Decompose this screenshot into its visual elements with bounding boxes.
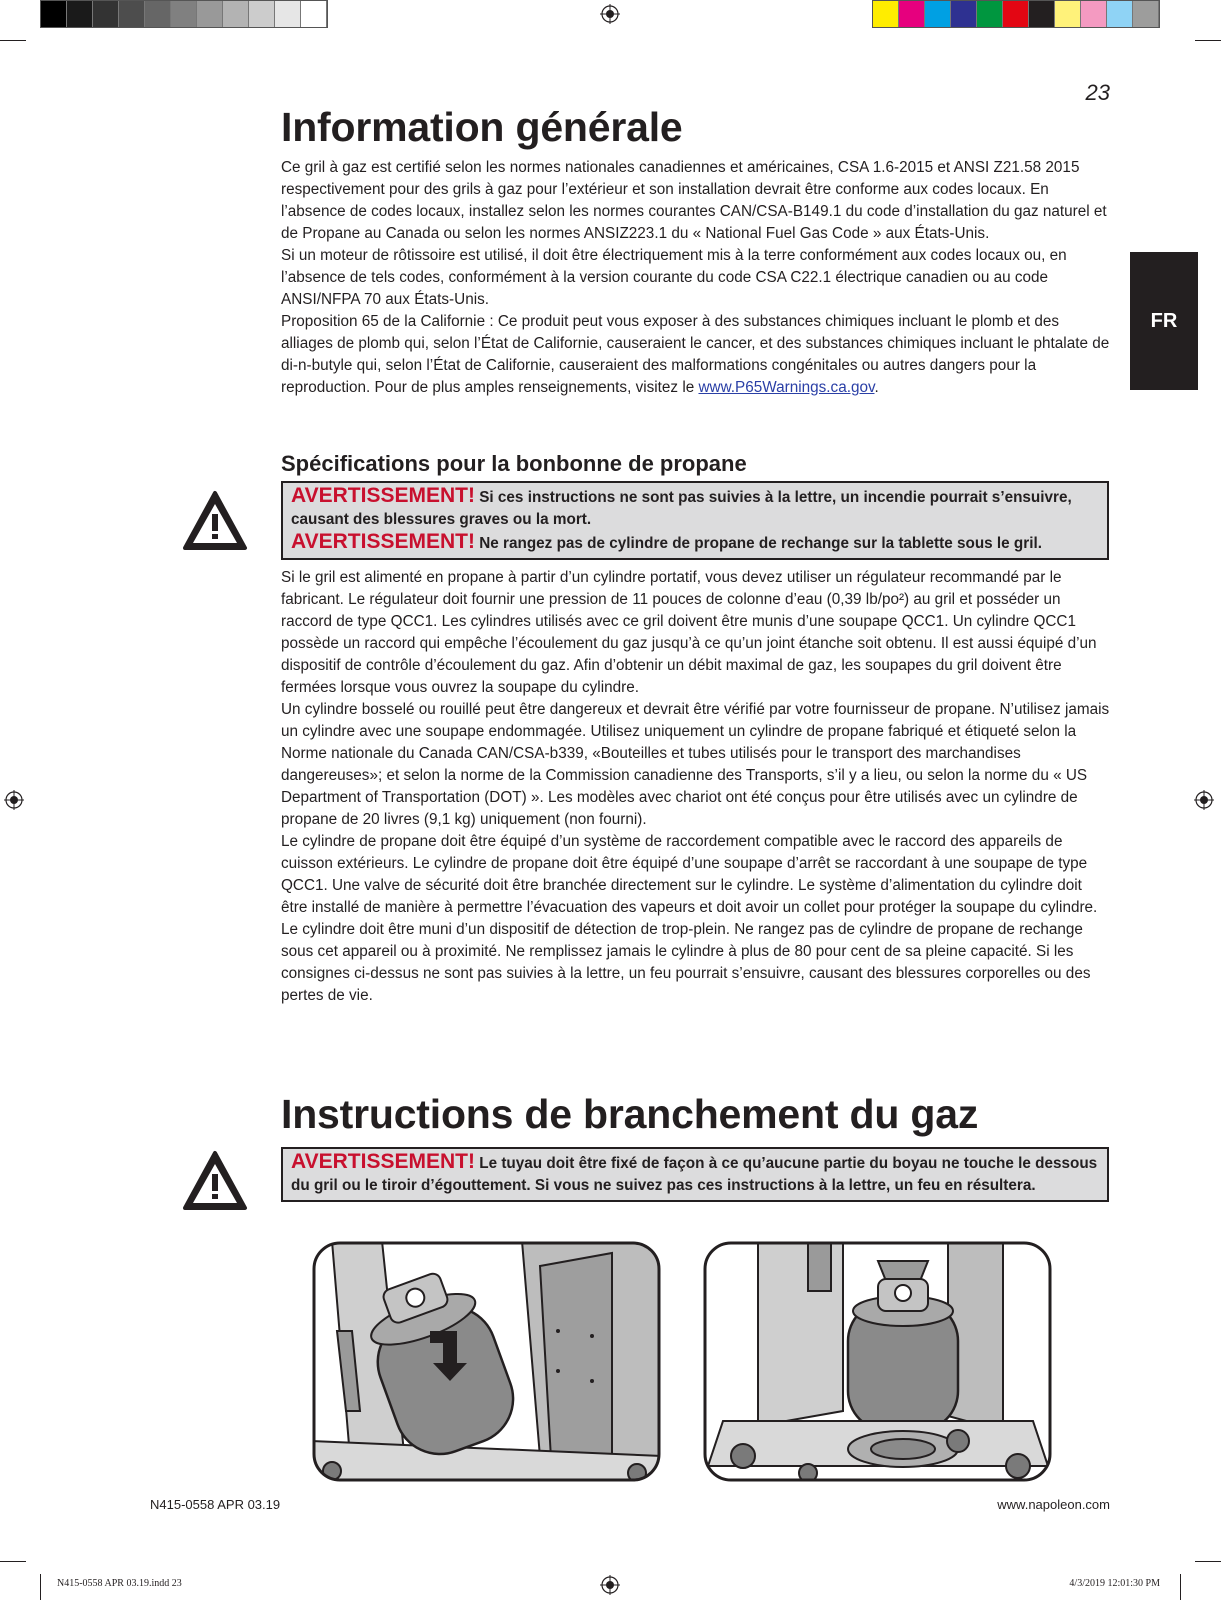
color-calibration-bar <box>872 0 1160 28</box>
warning-box-propane <box>281 481 1109 560</box>
paragraph <box>281 311 1111 399</box>
registration-mark-icon <box>600 1575 620 1595</box>
crop-mark <box>1195 1561 1221 1562</box>
registration-mark-icon <box>600 4 620 24</box>
calibration-swatch <box>171 1 197 27</box>
section-title-gas-connection: Instructions de branchement du gaz <box>281 1091 979 1137</box>
calibration-swatch <box>275 1 301 27</box>
calibration-swatch <box>41 1 67 27</box>
p65-warnings-link[interactable]: www.P65Warnings.ca.gov <box>698 379 875 396</box>
paragraph: Un cylindre bosselé ou rouillé peut être dangereux et devrait être vérifié par votre fournisseur de propane. N’utilisez jamais un cylindre avec une soupape endommagée. Utilisez uniquement un cylindre de propane fabriqué et étiqueté selon la Norme nationale du Canada CAN/CSA-b339, «Bouteilles et tubes utilisés pour le transport des marchandises dangereuses»; et selon la norme de la Commission canadienne des Transports, s’il y a lieu, ou selon la norme du « US Department of Transportation (DOT) ». Les modèles avec chariot ont été conçus pour être utilisés avec un cylindre de propane de 20 livres (9,1 kg) uniquement (non fourni). <box>281 701 1110 828</box>
footer-website[interactable]: www.napoleon.com <box>997 1497 1110 1512</box>
crop-mark <box>0 40 26 41</box>
calibration-swatch <box>301 1 327 27</box>
calibration-swatch <box>977 1 1003 27</box>
calibration-swatch <box>1029 1 1055 27</box>
calibration-swatch <box>249 1 275 27</box>
registration-mark-icon <box>1194 790 1214 810</box>
calibration-swatch <box>1081 1 1107 27</box>
crop-mark <box>40 1574 41 1600</box>
calibration-swatch <box>223 1 249 27</box>
calibration-swatch <box>1003 1 1029 27</box>
warning-label: AVERTISSEMENT! <box>291 1150 475 1173</box>
paragraph: Le cylindre de propane doit être équipé d’un système de raccordement compatible avec le raccord des appareils de cuisson extérieurs. Le cylindre de propane doit être équipé d’une soupape d’arrêt se raccordant à une soupape de type QCC1. Une valve de sécurité doit être branchée directement sur le cylindre. Le système d’alimentation du cylindre doit être installé de manière à permettre l’évacuation des vapeurs et doit avoir un collet pour protéger la soupape du cylindre. Le cylindre doit être muni d’un dispositif de détection de trop-plein. Ne rangez pas de cylindre de propane de rechange sous cet appareil ou à proximité. Ne remplissez jamais le cylindre à plus de 80 pour cent de sa pleine capacité. Si les consignes ci-dessus ne sont pas suivies à la lettre, un feu pourrait s’ensuivre, causant des blessures corporelles ou des pertes de vie. <box>281 833 1098 1004</box>
calibration-swatch <box>1055 1 1081 27</box>
section-title-general-info: Information générale <box>281 104 683 150</box>
warning-label: AVERTISSEMENT! <box>291 484 475 507</box>
slug-date: 4/3/2019 12:01:30 PM <box>1069 1578 1160 1589</box>
calibration-swatch <box>197 1 223 27</box>
warning-triangle-icon <box>182 1150 248 1212</box>
punctuation: . <box>874 379 879 396</box>
calibration-swatch <box>873 1 899 27</box>
page-number: 23 <box>1085 80 1110 105</box>
language-tab: FR <box>1130 252 1198 390</box>
cylinder-seated-illustration <box>703 1241 1052 1482</box>
crop-mark <box>0 1561 26 1562</box>
paragraph: Si un moteur de rôtissoire est utilisé, il doit être électriquement mis à la terre conformément aux codes locaux ou, en l’absence de tels codes, conformément à la version courante du code CSA C22.1 électrique canadien ou au code ANSI/NFPA 70 aux États-Unis. <box>281 247 1067 308</box>
propane-specs-text <box>281 567 1111 1007</box>
warning-text: Le tuyau doit être fixé de façon à ce qu’aucune partie du boyau ne touche le dessous du gril ou le tiroir d’égouttement. Si vous ne suivez pas ces instructions à la lettre, un feu en résultera. <box>291 1155 1098 1194</box>
warning-text: Si ces instructions ne sont pas suivies à la lettre, un incendie pourrait s’ensuivre, causant des blessures graves ou la mort. <box>291 489 1072 528</box>
warning-text: Ne rangez pas de cylindre de propane de rechange sur la tablette sous le gril. <box>474 535 1042 552</box>
slug-file-name: N415-0558 APR 03.19.indd 23 <box>57 1578 182 1589</box>
crop-mark <box>1180 1574 1181 1600</box>
general-info-text <box>281 157 1111 399</box>
registration-mark-icon <box>4 790 24 810</box>
calibration-swatch <box>925 1 951 27</box>
prop65-text: Proposition 65 de la Californie : Ce produit peut vous exposer à des substances chimiques incluant le plomb et des alliages de plomb qui, selon l’État de Californie, causeraient le cancer, et des substances chimiques incluant le phtalate de di-n-butyle qui, selon l’État de Californie, causeraient des malformations congénitales ou autres dangers pour la reproduction. Pour de plus amples renseignements, visitez le <box>281 313 1110 396</box>
calibration-swatch <box>1133 1 1159 27</box>
warning-label: AVERTISSEMENT! <box>291 530 475 553</box>
calibration-swatch <box>145 1 171 27</box>
calibration-swatch <box>67 1 93 27</box>
paragraph: Ce gril à gaz est certifié selon les normes nationales canadiennes et américaines, CSA 1.6-2015 et ANSI Z21.58 2015 respectivement pour des grils à gaz pour l’extérieur et son installation devrait être conforme aux codes locaux. En l’absence de codes locaux, installez selon les normes courantes CAN/CSA-B149.1 du code d’installation du gaz naturel et de Propane au Canada ou selon les normes ANSIZ223.1 du « National Fuel Gas Code » aux États-Unis. <box>281 159 1107 242</box>
gray-calibration-bar <box>40 0 328 28</box>
calibration-swatch <box>951 1 977 27</box>
section-title-propane-specs: Spécifications pour la bonbonne de propane <box>281 451 747 476</box>
footer-doc-code: N415-0558 APR 03.19 <box>150 1497 281 1512</box>
calibration-swatch <box>899 1 925 27</box>
paragraph: Si le gril est alimenté en propane à partir d’un cylindre portatif, vous devez utiliser un régulateur recommandé par le fabricant. Le régulateur doit fournir une pression de 11 pouces de colonne d’eau (0,39 lb/po²) au gril et posséder un raccord de type QCC1. Les cylindres utilisés avec ce gril doivent être munis d’une soupape QCC1. Un cylindre QCC1 possède un raccord qui empêche l’écoulement du gaz jusqu’à ce qu’un joint étanche soit obtenu. Il est aussi équipé d’un dispositif de contrôle d’écoulement du gaz. Afin d’obtenir un débit maximal de gaz, les soupapes du gril doivent être fermées lorsque vous ouvrez la soupape du cylindre. <box>281 569 1097 696</box>
warning-box-hose <box>281 1147 1109 1202</box>
calibration-swatch <box>119 1 145 27</box>
calibration-swatch <box>93 1 119 27</box>
calibration-swatch <box>1107 1 1133 27</box>
crop-mark <box>1195 40 1221 41</box>
warning-triangle-icon <box>182 490 248 552</box>
cylinder-installation-illustration <box>312 1241 661 1482</box>
